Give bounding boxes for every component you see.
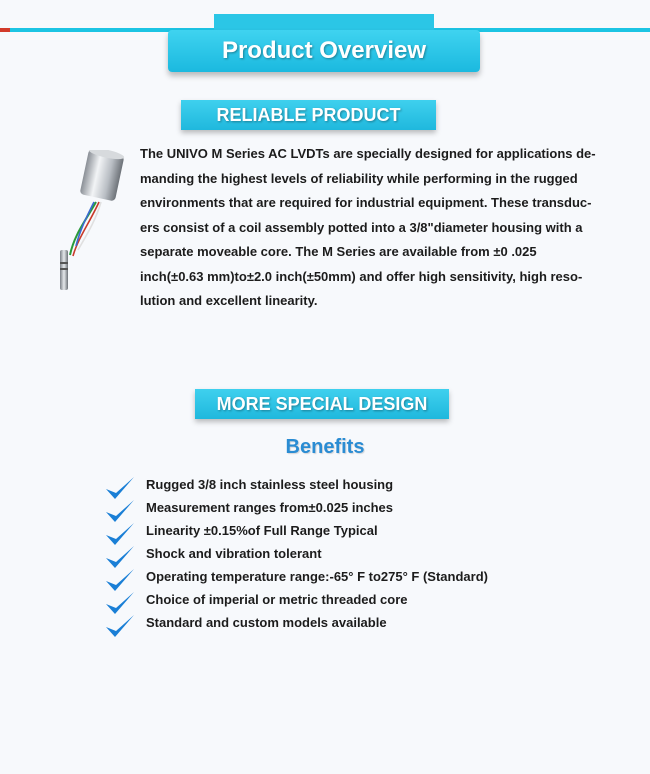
lvdt-sensor-icon	[56, 150, 136, 295]
page-title: Product Overview	[168, 30, 480, 72]
benefits-list	[104, 473, 584, 634]
benefit-item	[104, 473, 584, 496]
benefit-item	[104, 565, 584, 588]
benefits-heading: Benefits	[285, 436, 365, 458]
intro-line: lution and excellent linearity.	[140, 293, 318, 308]
benefit-text: Shock and vibration tolerant	[146, 546, 322, 561]
benefit-text: Choice of imperial or metric threaded core	[146, 592, 408, 607]
benefit-text: Rugged 3/8 inch stainless steel housing	[146, 477, 394, 492]
intro-line: separate moveable core. The M Series are available from ±0 .025	[140, 244, 537, 259]
intro-line: The UNIVO M Series AC LVDTs are specially designed for applications de-	[140, 146, 596, 161]
benefit-text: Standard and custom models available	[146, 615, 387, 630]
benefit-item	[104, 611, 584, 634]
intro-line: inch(±0.63 mm)to±2.0 inch(±50mm) and offer high sensitivity, high reso-	[140, 268, 583, 284]
reliable-product-banner: RELIABLE PRODUCT	[181, 100, 436, 130]
benefit-item	[104, 496, 584, 519]
benefit-item	[104, 519, 584, 542]
intro-line: manding the highest levels of reliability while performing in the rugged	[140, 170, 578, 186]
intro-line: ers consist of a coil assembly potted into a 3/8"diameter housing with a	[140, 219, 583, 235]
intro-paragraph	[140, 142, 600, 314]
benefit-text: Linearity ±0.15%of Full Range Typical	[146, 523, 378, 538]
checkmark-icon	[104, 613, 136, 641]
benefit-text: Operating temperature range:-65° F to275° F (Standard)	[146, 569, 488, 584]
benefit-item	[104, 542, 584, 565]
benefit-item	[104, 588, 584, 611]
benefit-text: Measurement ranges from±0.025 inches	[146, 500, 394, 515]
top-accent-mark	[0, 28, 10, 32]
special-design-banner: MORE SPECIAL DESIGN	[195, 389, 449, 419]
intro-line: environments that are required for industrial equipment. These transduc-	[140, 195, 592, 210]
